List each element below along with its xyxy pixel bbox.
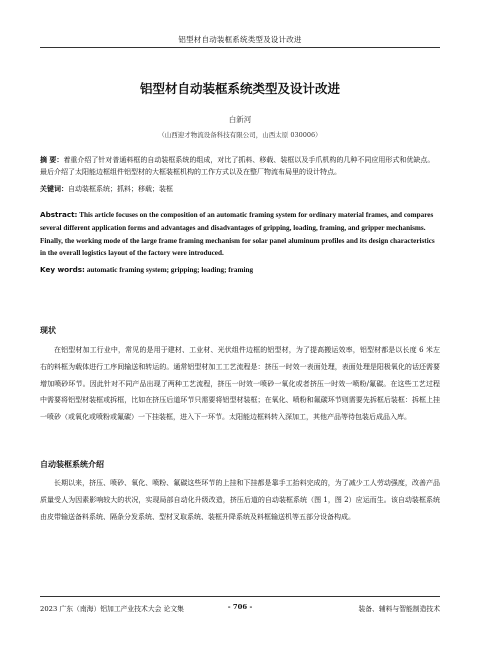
keywords-en-text: automatic framing system; gripping; loading; framing: [86, 266, 254, 274]
abstract-en-label: Abstract:: [40, 210, 78, 219]
abstract-en: [40, 209, 440, 260]
paragraph: 在铝型材加工行业中，常见的是用于建材、工业材、光伏组件边框的铝型材，为了提高搬运效率，铝型材都是以长度 6 米左右的料框为载体进行工序间输送和转运的。通常铝型材加工工艺流程是：挤压一时效一表面处理，表面处理是阳极氧化的话还需要增加喷砂环节。因此针对不同产品出现了两种工艺流程，挤压一时效一喷砂一氧化或者挤压一时效一喷粉/氟碳。在这些工艺过程中需要将铝型材装框或拆框，比如在挤压后道环节只需要将铝型材装框；在氧化、喷粉和氟碳环节则需要先拆框后装框：拆框上挂一喷砂（或氧化或喷粉或氟碳）一下挂装框，进入下一环节。太阳能边框料转入深加工，其他产品等待包装后成品入库。: [40, 346, 440, 422]
paper-title: 铝型材自动装框系统类型及设计改进: [139, 81, 340, 96]
keywords-cn-text: 自动装框系统；抓料；移载；装框: [68, 185, 173, 193]
author-name: 白新河: [228, 115, 252, 124]
keywords-en: [40, 264, 440, 277]
footer-proceedings: 2023 广东（南海）铝加工产业技术大会 论文集: [40, 605, 184, 613]
author-affiliation: （山西迎才物流设备科技有限公司，山西太原 030006）: [158, 131, 322, 139]
keywords-cn-label: 关键词：: [40, 185, 68, 193]
footer-divider: [40, 596, 440, 597]
abstract-cn: [40, 154, 440, 178]
header-divider: [40, 47, 440, 48]
page-number: - 706 -: [227, 603, 253, 611]
section-body-system-intro: [40, 475, 440, 525]
section-body-status: [40, 342, 440, 426]
keywords-en-label: Key words:: [40, 265, 85, 274]
keywords-cn: [40, 183, 440, 195]
running-header: 铝型材自动装框系统类型及设计改进: [178, 35, 302, 44]
footer-section-name: 装备、辅料与智能制造技术: [358, 605, 440, 613]
paragraph: 长期以来，挤压、喷砂、氧化、喷粉、氟碳这些环节的上挂和下挂都是靠手工抬料完成的，为了减少工人劳动强度，改善产品质量受人为因素影响较大的状况，实现局部自动化升级改造，挤压后道的自动装框系统（图 1，图 2）应运而生。该自动装框系统由皮带输送备料系统、隔条分发系统、型材叉取系统、装框升降系统及料框输送机等五部分设备构成。: [40, 479, 440, 521]
abstract-cn-text: 着重介绍了针对普通料框的自动装框系统的组成，对比了抓料、移载、装框以及手爪机构的几种不同应用形式和优缺点。最后介绍了太阳能边框组件铝型材的大框装框机构的工作方式以及在整厂物流布局里的设计特点。: [40, 156, 435, 176]
section-heading-status: 现状: [40, 326, 56, 335]
abstract-cn-label: 摘 要：: [40, 156, 64, 164]
section-heading-system-intro: 自动装框系统介绍: [40, 460, 104, 469]
abstract-en-text: This article focuses on the composition of an automatic framing system for ordinary material frames, and compares several different application forms and advantages and disadvantages of gripping, loading, framing, and gripper mechanisms. Finally, the working mode of the large frame framing mechanism for solar panel aluminum profiles and its design characteristics in the overall logistics layout of the factory were introduced.: [40, 211, 435, 258]
